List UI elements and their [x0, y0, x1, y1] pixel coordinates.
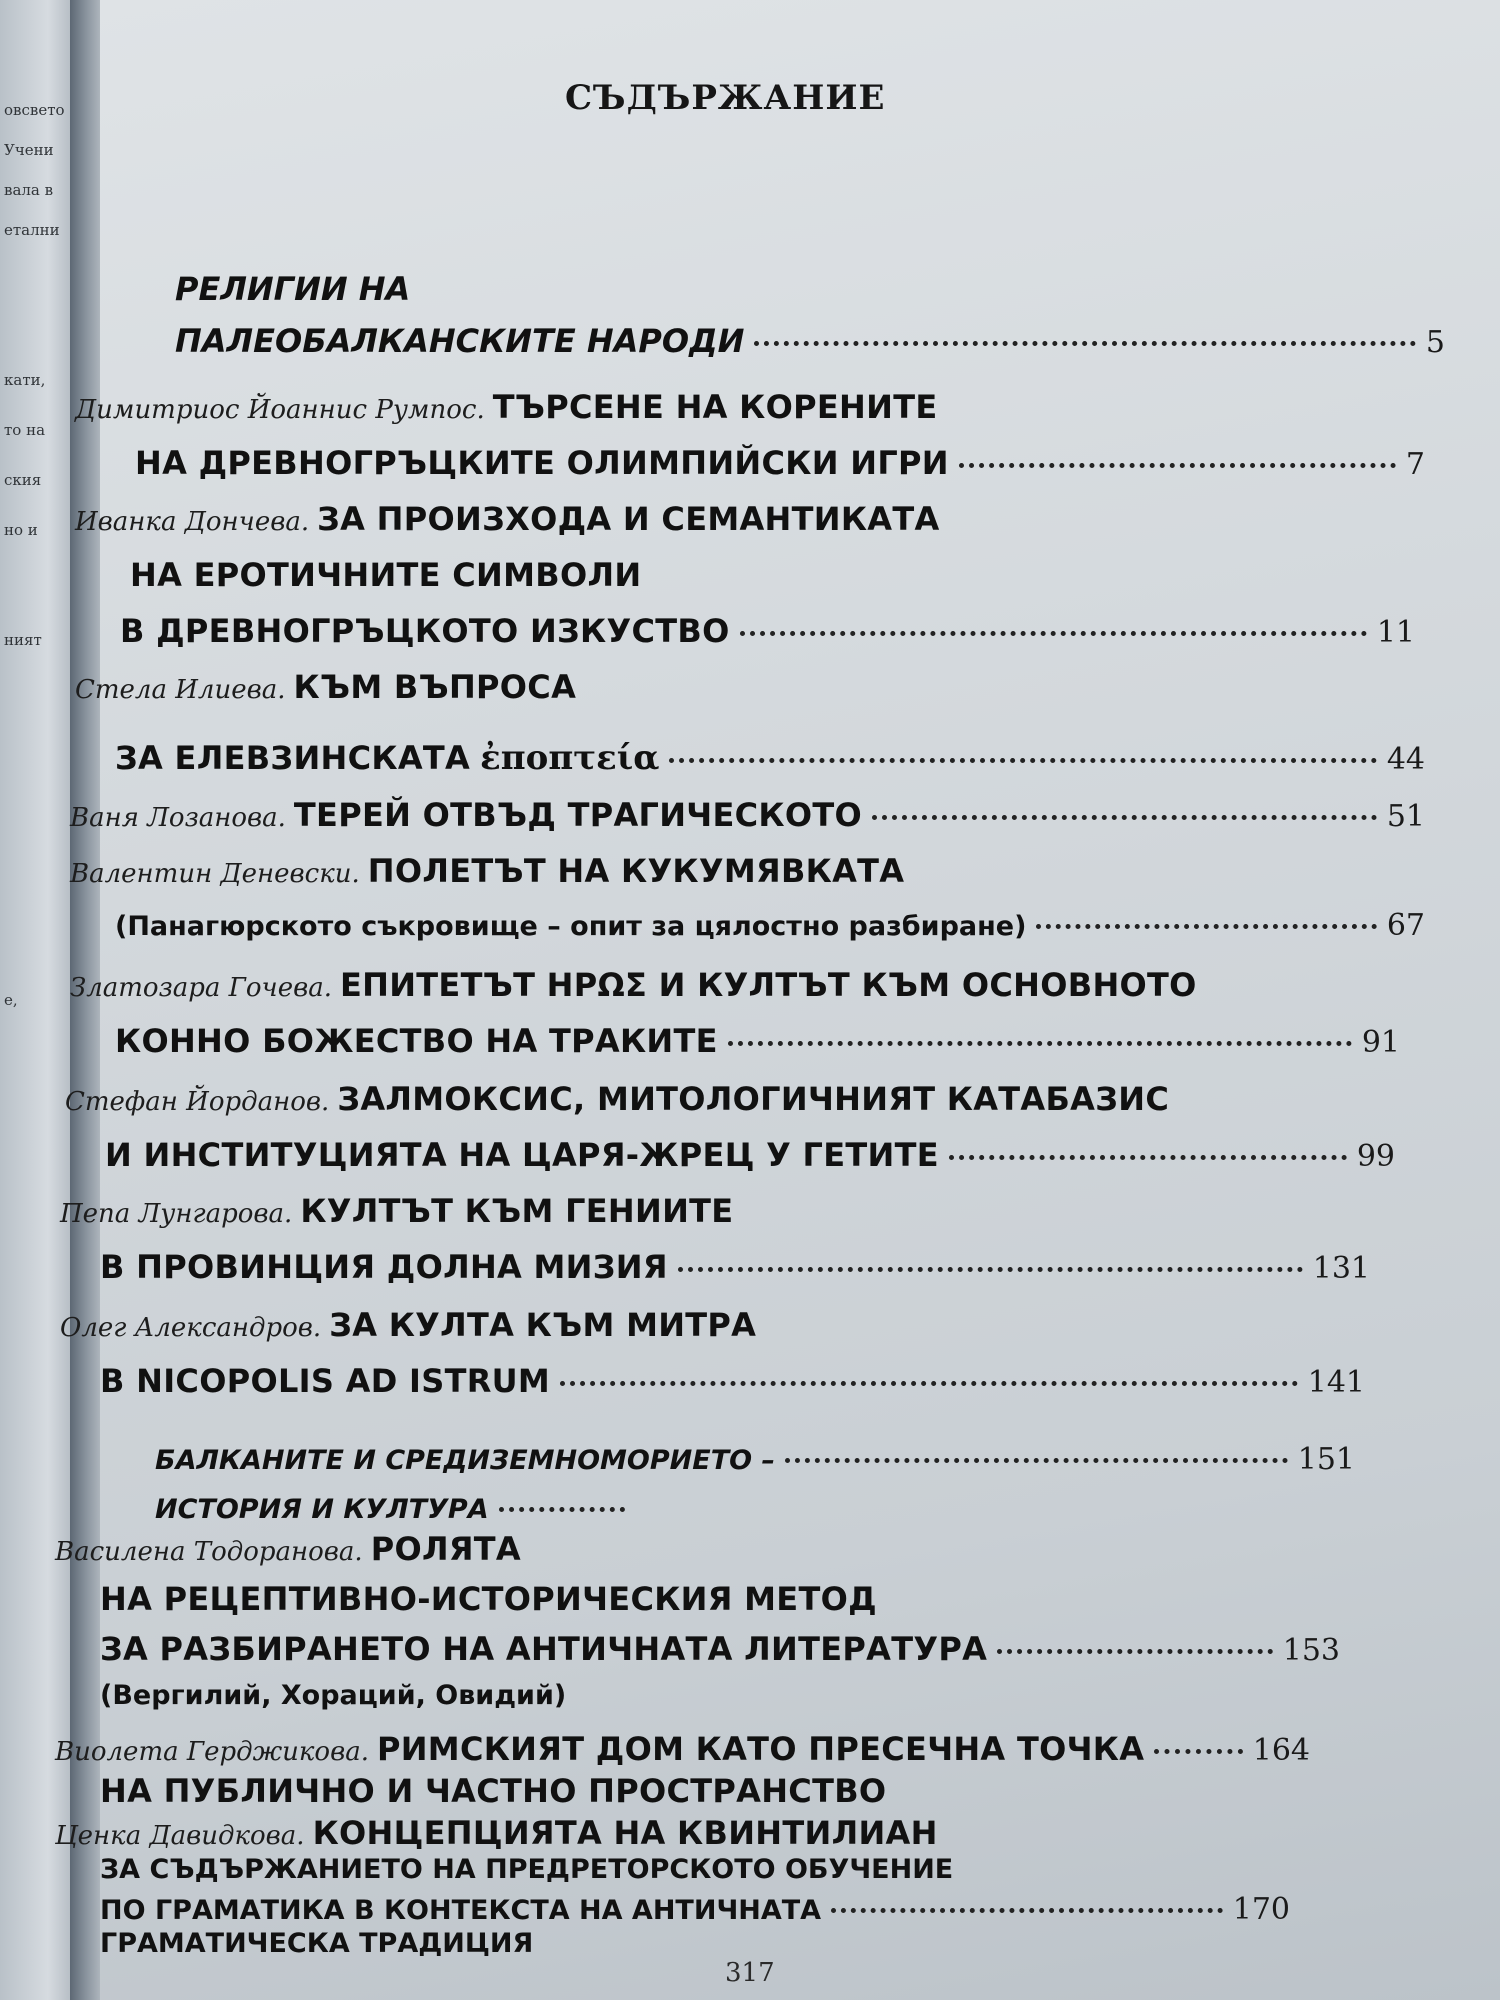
dot-leader [1036, 924, 1376, 929]
toc-line [105, 1136, 1395, 1180]
entry-title: ЗА СЪДЪРЖАНИЕТО НА ПРЕДРЕТОРСКОТО ОБУЧЕНИЕ [100, 1854, 954, 1885]
left-fragment: ския [4, 471, 42, 489]
entry-title: КОНЦЕПЦИЯТА НА КВИНТИЛИАН [312, 1814, 938, 1852]
toc-line [100, 1580, 877, 1624]
page-number: 141 [1307, 1365, 1365, 1400]
page-number: 67 [1386, 908, 1425, 943]
page-number: 91 [1361, 1025, 1400, 1060]
left-fragment: ният [4, 631, 42, 649]
author-name: Василена Тодоранова. [55, 1537, 363, 1567]
entry-title: ТЕРЕЙ ОТВЪД ТРАГИЧЕСКОТО [293, 796, 862, 834]
entry-title: ЗА РАЗБИРАНЕТО НА АНТИЧНАТА ЛИТЕРАТУРА [100, 1630, 988, 1668]
toc-line [100, 1680, 566, 1724]
toc-line [100, 1928, 533, 1972]
toc-line [75, 668, 576, 712]
entry-subtitle: (Панагюрското съкровище – опит за цялостно разбиране) [115, 911, 1027, 942]
left-fragment: то на [4, 421, 46, 439]
toc-line [100, 1362, 1365, 1406]
page-number: 7 [1405, 447, 1425, 482]
toc-line [135, 444, 1425, 488]
author-name: Стела Илиева. [75, 675, 286, 705]
entry-title: ЗА КУЛТА КЪМ МИТРА [329, 1306, 757, 1344]
entry-title: КЪМ ВЪПРОСА [293, 668, 577, 706]
entry-title: РИМСКИЯТ ДОМ КАТО ПРЕСЕЧНА ТОЧКА [376, 1730, 1145, 1768]
section-title: ИСТОРИЯ И КУЛТУРА [155, 1494, 489, 1525]
entry-title: В NICOPOLIS AD ISTRUM [100, 1362, 551, 1400]
dot-leader [678, 1267, 1303, 1272]
toc-line [120, 612, 1415, 656]
toc-line [70, 966, 1197, 1010]
entry-title: КОННО БОЖЕСТВО НА ТРАКИТЕ [115, 1022, 718, 1060]
entry-subtitle: (Вергилий, Хораций, Овидий) [100, 1680, 567, 1711]
dot-leader [872, 815, 1377, 820]
toc-line [100, 1772, 886, 1816]
section-title: ПАЛЕОБАЛКАНСКИТЕ НАРОДИ [175, 322, 745, 360]
entry-title: ЕПИТЕТЪТ ΗΡΩΣ И КУЛТЪТ КЪМ ОСНОВНОТО [339, 966, 1197, 1004]
page-footer-number: 317 [725, 1958, 775, 1988]
dot-leader [785, 1458, 1288, 1463]
toc-line [65, 1080, 1169, 1124]
entry-title: ТЪРСЕНЕ НА КОРЕНИТЕ [492, 388, 938, 426]
left-fragment: етални [4, 221, 60, 239]
page-number: 51 [1386, 799, 1425, 834]
toc-line [155, 1442, 1355, 1486]
page-number: 11 [1376, 615, 1415, 650]
page-number: 99 [1356, 1139, 1395, 1174]
entry-title: И ИНСТИТУЦИЯТА НА ЦАРЯ-ЖРЕЦ У ГЕТИТЕ [105, 1136, 939, 1174]
entry-title: РОЛЯТА [370, 1530, 521, 1568]
left-fragment: овсвето [4, 101, 65, 119]
toc-line [100, 1248, 1370, 1292]
entry-title: НА ЕРОТИЧНИТЕ СИМВОЛИ [130, 556, 642, 594]
author-name: Валентин Деневски. [70, 859, 360, 889]
entry-title: НА ДРЕВНОГРЪЦКИТЕ ОЛИМПИЙСКИ ИГРИ [135, 444, 949, 482]
page-number: 153 [1282, 1633, 1340, 1668]
toc-line [100, 1630, 1340, 1674]
dot-leader [499, 1507, 625, 1512]
previous-page-edge [0, 0, 80, 2000]
section-title: БАЛКАНИТЕ И СРЕДИЗЕМНОМОРИЕТО – [155, 1445, 775, 1476]
page-number: 151 [1297, 1442, 1355, 1477]
toc-line [175, 322, 1445, 366]
toc-line [130, 556, 641, 600]
dot-leader [997, 1649, 1273, 1654]
toc-line [55, 1730, 1310, 1774]
dot-leader [740, 631, 1367, 636]
entry-title: ПО ГРАМАТИКА В КОНТЕКСТА НА АНТИЧНАТА [100, 1895, 822, 1926]
toc-line [70, 796, 1425, 840]
dot-leader [949, 1155, 1347, 1160]
left-fragment: но и [4, 521, 38, 539]
entry-title: НА ПУБЛИЧНО И ЧАСТНО ПРОСТРАНСТВО [100, 1772, 887, 1810]
entry-title: НА РЕЦЕПТИВНО-ИСТОРИЧЕСКИЯ МЕТОД [100, 1580, 877, 1618]
toc-line [75, 388, 938, 432]
toc-line [115, 908, 1425, 952]
contents-page [55, 0, 1500, 2000]
entry-title: ЗА ПРОИЗХОДА И СЕМАНТИКАТА [317, 500, 940, 538]
author-name: Димитриос Йоаннис Румпос. [75, 395, 485, 425]
toc-line [115, 1022, 1400, 1066]
dot-leader [728, 1041, 1352, 1046]
author-name: Стефан Йорданов. [65, 1087, 330, 1117]
page-number: 131 [1312, 1251, 1370, 1286]
toc-line [70, 852, 904, 896]
toc-line [55, 1814, 938, 1858]
dot-leader [669, 758, 1376, 763]
left-fragment: е, [4, 991, 18, 1009]
page-number: 5 [1425, 325, 1445, 360]
entry-title: ЗА ЕЛЕВЗИНСКАТА [115, 739, 471, 777]
author-name: Ваня Лозанова. [70, 803, 286, 833]
dot-leader [754, 341, 1416, 346]
entry-title: ГРАМАТИЧЕСКА ТРАДИЦИЯ [100, 1928, 534, 1959]
page-number: 44 [1386, 742, 1425, 777]
toc-line [75, 500, 940, 544]
dot-leader [1154, 1749, 1242, 1754]
toc-line [60, 1306, 756, 1350]
author-name: Виолета Герджикова. [55, 1737, 369, 1767]
left-fragment: Учени [4, 141, 54, 159]
left-fragment: вала в [4, 181, 54, 199]
toc-line [60, 1192, 733, 1236]
entry-title: ЗАЛМОКСИС, МИТОЛОГИЧНИЯТ КАТАБАЗИС [337, 1080, 1170, 1118]
author-name: Олег Александров. [60, 1313, 322, 1343]
author-name: Пепа Лунгарова. [60, 1199, 293, 1229]
page-title: СЪДЪРЖАНИЕ [565, 78, 886, 118]
author-name: Ценка Давидкова. [55, 1821, 305, 1851]
greek-term: ἐποπτεία [480, 738, 660, 778]
section-title: РЕЛИГИИ НА [175, 270, 411, 308]
author-name: Златозара Гочева. [70, 973, 332, 1003]
left-fragment: кати, [4, 371, 46, 389]
toc-line [115, 738, 1425, 782]
dot-leader [831, 1908, 1223, 1913]
section-heading [175, 270, 410, 314]
entry-title: В ДРЕВНОГРЪЦКОТО ИЗКУСТВО [120, 612, 730, 650]
entry-title: В ПРОВИНЦИЯ ДОЛНА МИЗИЯ [100, 1248, 668, 1286]
dot-leader [560, 1381, 1298, 1386]
author-name: Иванка Дончева. [75, 507, 310, 537]
dot-leader [959, 463, 1396, 468]
page-number: 164 [1252, 1733, 1310, 1768]
toc-line [55, 1530, 521, 1574]
entry-title: КУЛТЪТ КЪМ ГЕНИИТЕ [300, 1192, 734, 1230]
entry-title: ПОЛЕТЪТ НА КУКУМЯВКАТА [367, 852, 905, 890]
page-number: 170 [1232, 1892, 1290, 1927]
